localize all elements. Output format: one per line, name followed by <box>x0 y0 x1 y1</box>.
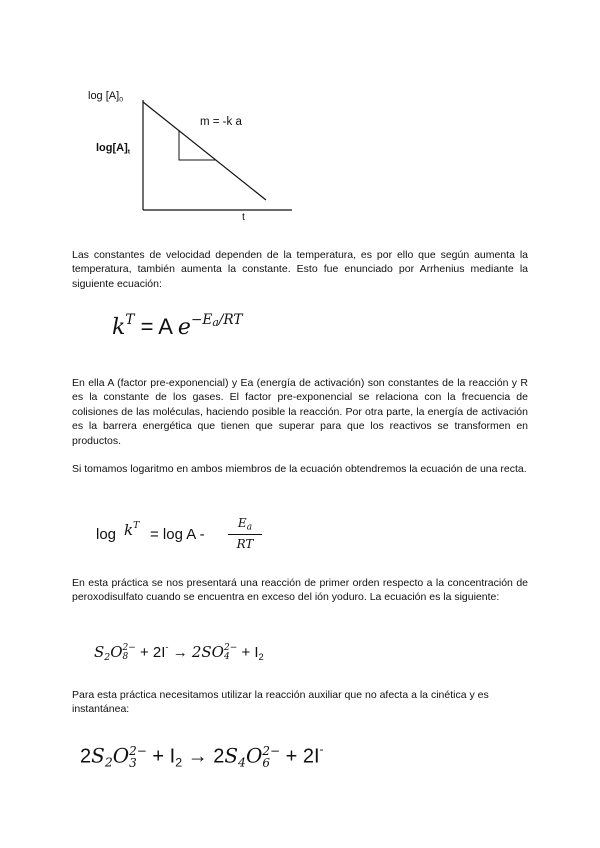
equation-persulfate-iodide: $S_2O$ 2− 8 + 2I- → 2SO 2− 4 + $I_2$ <box>94 642 264 664</box>
y-label-log-a0: $\log [A]_0$ <box>88 90 123 104</box>
paragraph-first-order-reaction: En esta práctica se nos presentará una reacción de primer orden respecto a la concentración de peroxodisulfato cuando se encuentra en exceso del ión yoduro. La ecuación es la siguiente: <box>72 577 528 604</box>
log-concentration-graph <box>60 80 320 230</box>
paragraph-arrhenius-explanation: En ella A (factor pre-exponencial) y Ea (energía de activación) son constantes de la reacción y R es la constante de los gases. El factor pre-exponencial se relaciona con la frecuencia de colisiones de las moléculas, haciendo posible la reacción. Por otra parte, la energía de activación es la barrera energética que tienen que superar para que los reactivos se transformen en productos. <box>72 377 528 447</box>
paragraph-auxiliary-reaction: Para esta práctica necesitamos utilizar la reacción auxiliar que no afecta a la cinética y es instantánea: <box>72 689 489 716</box>
y-label-log-at: $\log[A]_t$ <box>96 142 131 156</box>
paragraph-arrhenius-intro: Las constantes de velocidad dependen de la temperatura, es por ello que según aumenta la temperatura, también aumenta la constante. Esto fue enunciado por Arrhenius mediante la siguiente ecuación: <box>72 249 528 290</box>
equation-arrhenius: $k^T = A$ $e^{-Ea/RT}$ <box>112 312 243 341</box>
equation-thiosulfate-iodine: $2S_2O$ 2− 3 + $I_2 \to 2S_4O$ 2− 6 + 2I- <box>80 742 324 771</box>
x-label-t: t <box>242 211 245 223</box>
slope-label: m = -k a <box>200 116 242 128</box>
paragraph-logarithm: Si tomamos logaritmo en ambos miembros de la ecuación obtendremos la ecuación de una recta. <box>72 463 527 475</box>
